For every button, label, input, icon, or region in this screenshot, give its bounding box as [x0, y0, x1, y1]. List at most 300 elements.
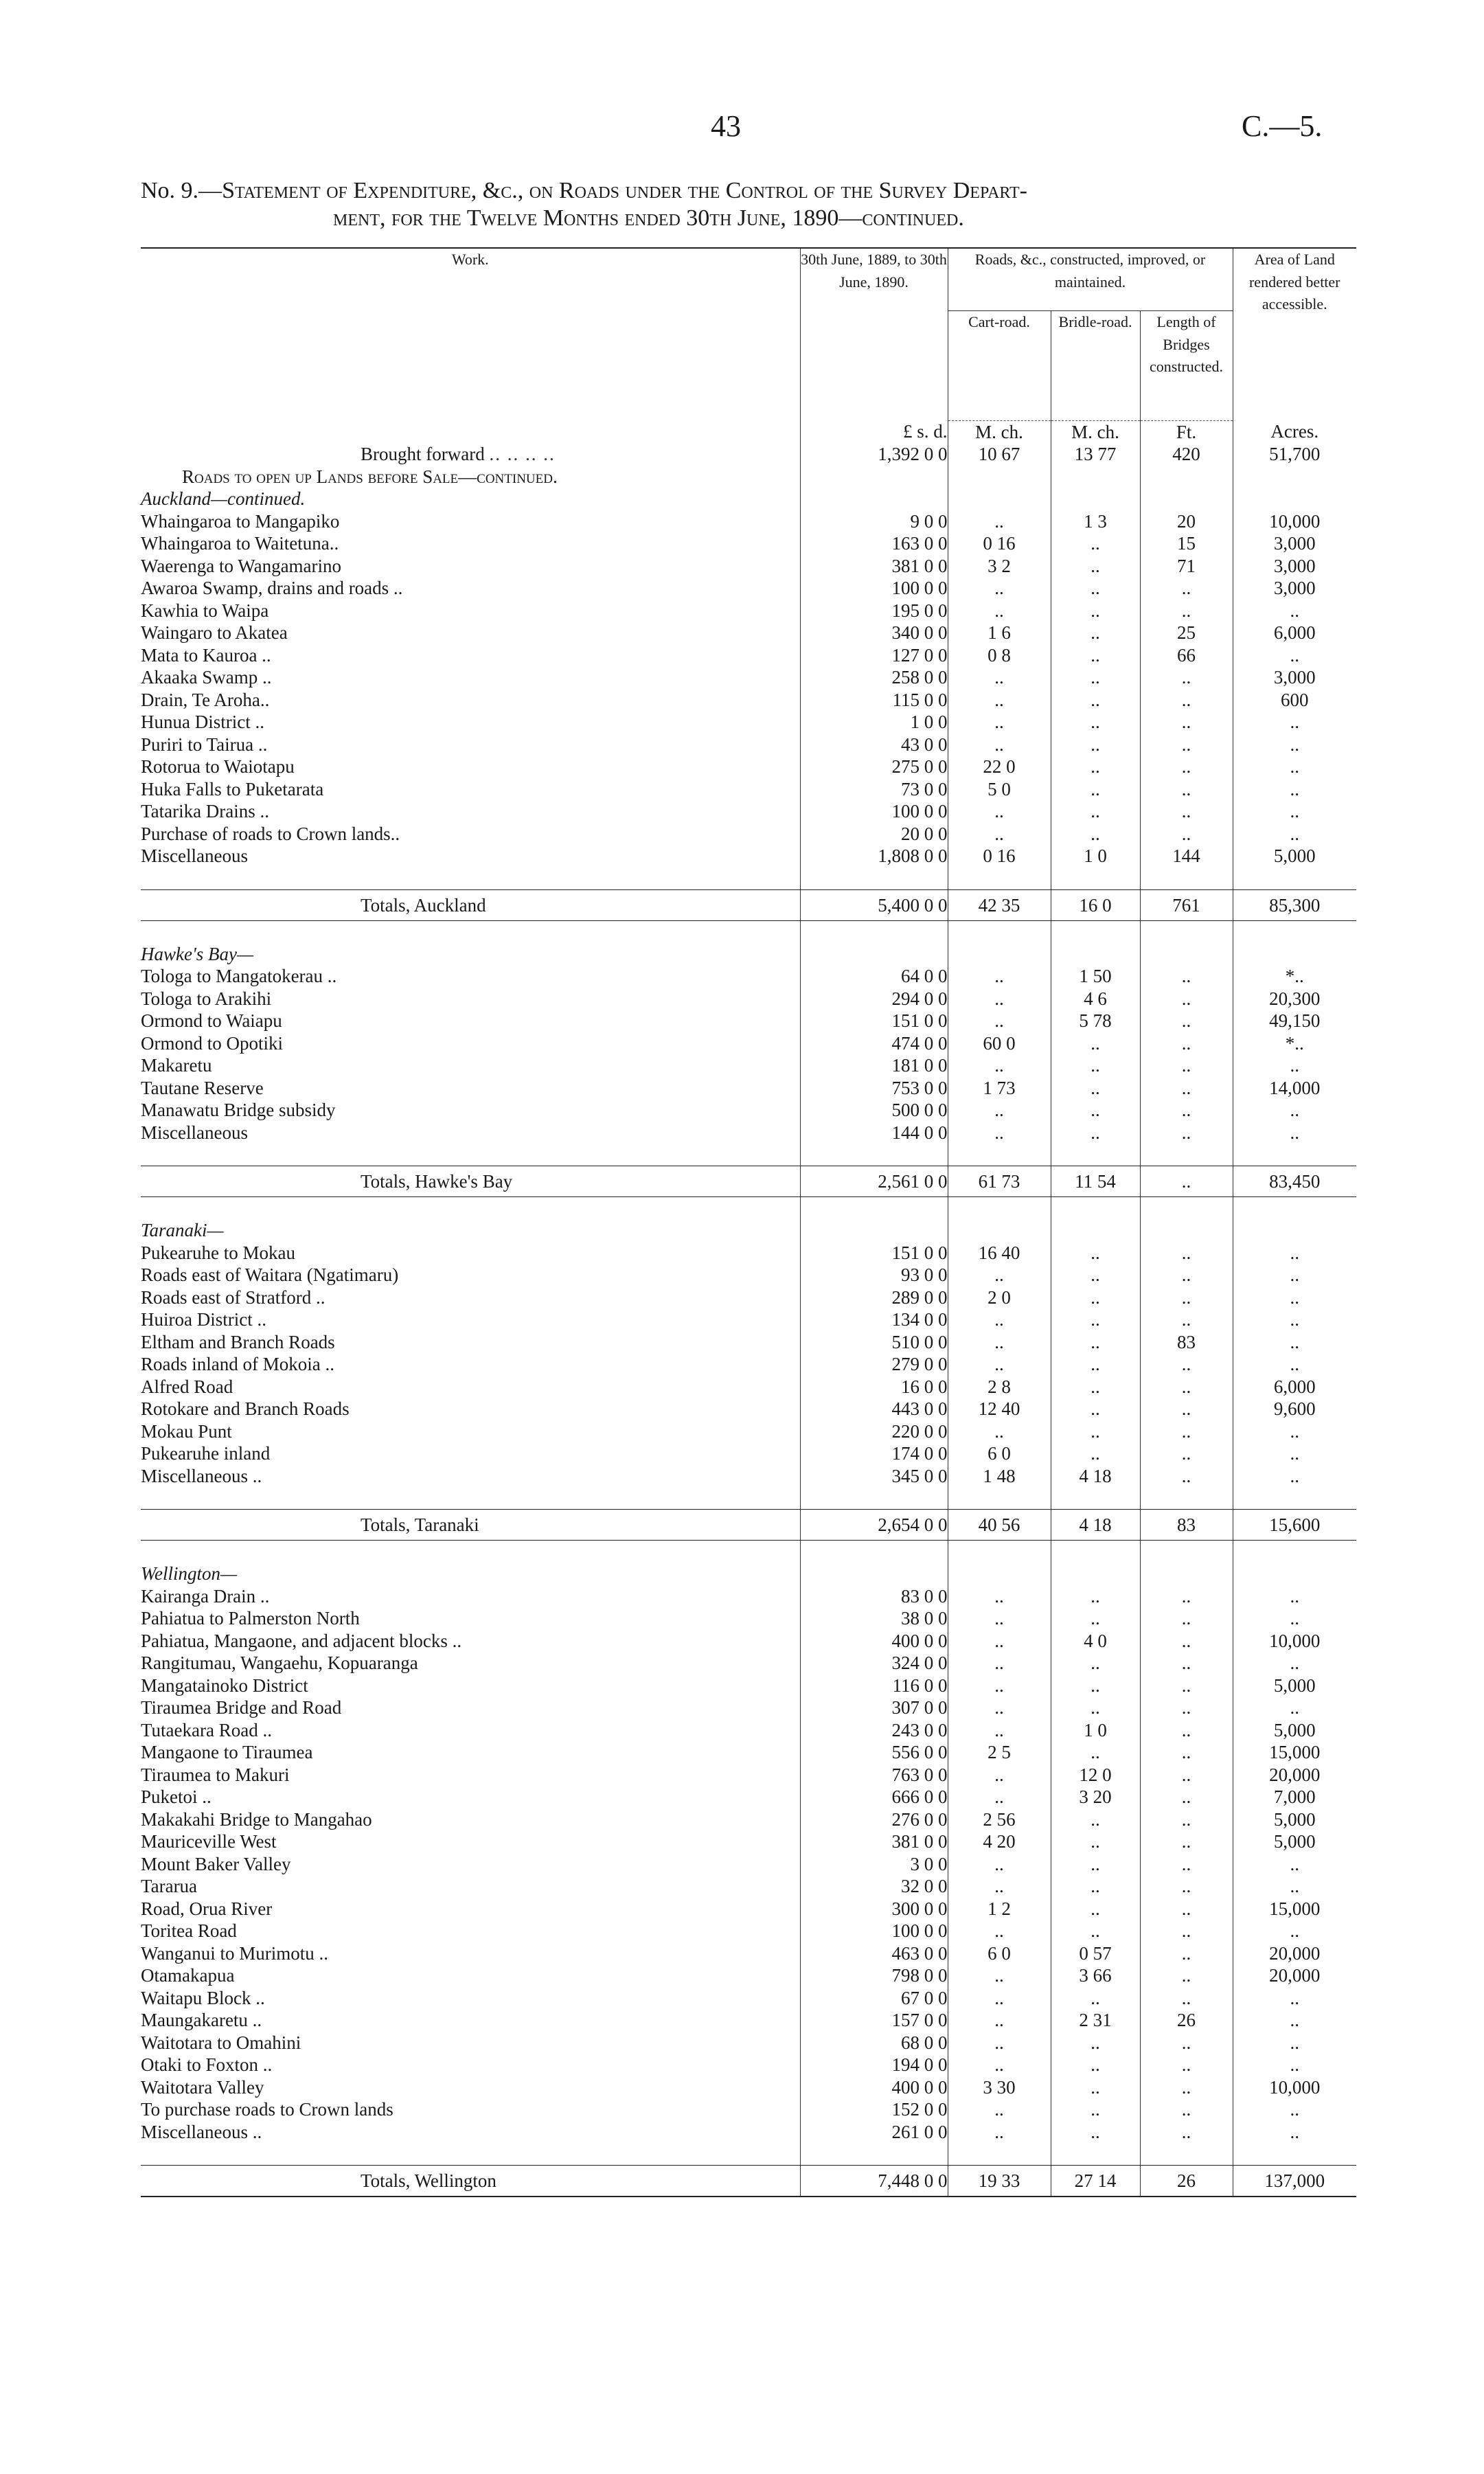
row-work: Ormond to Waiapu	[141, 1010, 282, 1031]
total-cart-road: 61 73	[948, 1166, 1051, 1197]
row-bridle-road: ..	[1051, 1920, 1140, 1942]
row-bridge-length: ..	[1140, 1652, 1233, 1675]
row-bridle-road: ..	[1051, 1286, 1140, 1309]
row-area: ..	[1233, 1122, 1356, 1144]
row-bridge-length: ..	[1140, 823, 1233, 846]
row-expenditure: 64 0 0	[800, 965, 948, 988]
row-cart-road: ..	[948, 1630, 1051, 1653]
row-work: Kairanga Drain ..	[141, 1585, 270, 1607]
row-area: ..	[1233, 1242, 1356, 1264]
row-bridge-length: ..	[1140, 1442, 1233, 1465]
row-expenditure: 294 0 0	[800, 988, 948, 1010]
row-work: Miscellaneous ..	[141, 1465, 262, 1486]
table-row	[141, 1808, 1356, 1831]
document-code: C.—5.	[1242, 109, 1323, 143]
spacer	[1140, 1541, 1233, 1563]
row-cart-road: ..	[948, 666, 1051, 689]
row-expenditure: 381 0 0	[800, 1830, 948, 1853]
row-area: ..	[1233, 778, 1356, 801]
row-area: ..	[1233, 1853, 1356, 1876]
row-work: Miscellaneous ..	[141, 2121, 262, 2142]
total-expenditure: 7,448 0 0	[800, 2166, 948, 2197]
spacer	[948, 488, 1051, 510]
row-work: Maungakaretu ..	[141, 2010, 262, 2030]
row-cart-road: 1 2	[948, 1898, 1051, 1920]
row-area: 5,000	[1233, 1808, 1356, 1831]
col-header-cart-road: Cart-road.	[948, 311, 1051, 421]
row-bridge-length: 15	[1140, 532, 1233, 555]
region-heading: Taranaki—	[141, 1220, 224, 1240]
spacer	[1051, 920, 1140, 943]
row-area: 20,000	[1233, 1764, 1356, 1786]
row-cart-road: 12 40	[948, 1398, 1051, 1420]
row-area: 3,000	[1233, 666, 1356, 689]
table-row	[141, 1652, 1356, 1675]
row-cart-road: 60 0	[948, 1032, 1051, 1055]
row-bridle-road: 4 0	[1051, 1630, 1140, 1653]
row-cart-road: 22 0	[948, 756, 1051, 778]
row-cart-road: ..	[948, 1264, 1051, 1286]
table-row	[141, 510, 1356, 533]
row-work: Manawatu Bridge subsidy	[141, 1100, 336, 1120]
row-work: Tutaekara Road ..	[141, 1719, 272, 1740]
row-bridge-length: 26	[1140, 2009, 1233, 2032]
table-row	[141, 1607, 1356, 1630]
row-work: Otamakapua	[141, 1965, 235, 1986]
row-expenditure: 279 0 0	[800, 1353, 948, 1376]
row-work: Tologa to Mangatokerau ..	[141, 966, 337, 986]
row-expenditure: 261 0 0	[800, 2121, 948, 2144]
row-work: Makaretu	[141, 1055, 212, 1076]
row-bridle-road: 5 78	[1051, 1010, 1140, 1032]
row-bridge-length: ..	[1140, 1032, 1233, 1055]
table-row	[141, 1853, 1356, 1876]
row-bridge-length: ..	[1140, 666, 1233, 689]
row-area: 9,600	[1233, 1398, 1356, 1420]
row-expenditure: 73 0 0	[800, 778, 948, 801]
row-cart-road: 1 73	[948, 1077, 1051, 1100]
row-bridge-length: ..	[1140, 1964, 1233, 1987]
row-expenditure: 181 0 0	[800, 1054, 948, 1077]
row-expenditure: 276 0 0	[800, 1808, 948, 1831]
spacer	[141, 920, 800, 943]
row-cart-road: 16 40	[948, 1242, 1051, 1264]
col-header-work: Work.	[141, 248, 800, 420]
row-area: 20,000	[1233, 1964, 1356, 1987]
table-row	[141, 1420, 1356, 1443]
row-bridle-road: ..	[1051, 1875, 1140, 1898]
row-expenditure: 93 0 0	[800, 1264, 948, 1286]
row-bridge-length: 144	[1140, 845, 1233, 867]
row-work: Roads inland of Mokoia ..	[141, 1354, 334, 1374]
table-row	[141, 845, 1356, 867]
table-row	[141, 1875, 1356, 1898]
row-work: Akaaka Swamp ..	[141, 667, 272, 688]
row-cart-road: 6 0	[948, 1442, 1051, 1465]
row-work: Waingaro to Akatea	[141, 622, 288, 643]
row-area: ..	[1233, 1442, 1356, 1465]
row-bridle-road: ..	[1051, 1898, 1140, 1920]
table-row	[141, 1987, 1356, 2010]
row-bridle-road: 12 0	[1051, 1764, 1140, 1786]
table-row	[141, 2009, 1356, 2032]
table-row	[141, 1331, 1356, 1354]
row-expenditure: 144 0 0	[800, 1122, 948, 1144]
spacer	[141, 1487, 800, 1510]
row-bridle-road: ..	[1051, 1398, 1140, 1420]
row-area: 5,000	[1233, 1719, 1356, 1742]
row-bridge-length: ..	[1140, 600, 1233, 622]
row-expenditure: 1,808 0 0	[800, 845, 948, 867]
row-work: Roads east of Waitara (Ngatimaru)	[141, 1264, 399, 1285]
row-bridge-length: ..	[1140, 577, 1233, 600]
row-cart-road: 0 16	[948, 532, 1051, 555]
row-work: Tatarika Drains ..	[141, 801, 270, 821]
row-work: Mauriceville West	[141, 1831, 277, 1852]
table-row	[141, 689, 1356, 712]
row-bridle-road: ..	[1051, 1987, 1140, 2010]
spacer	[1140, 2143, 1233, 2166]
spacer	[1140, 1144, 1233, 1166]
table-row	[141, 1741, 1356, 1764]
row-expenditure: 345 0 0	[800, 1465, 948, 1488]
row-expenditure: 556 0 0	[800, 1741, 948, 1764]
row-bridle-road: 0 57	[1051, 1942, 1140, 1965]
row-bridge-length: ..	[1140, 1308, 1233, 1331]
row-bridge-length: ..	[1140, 1465, 1233, 1488]
unit-area: Acres.	[1233, 420, 1356, 443]
spacer	[948, 867, 1051, 890]
row-expenditure: 474 0 0	[800, 1032, 948, 1055]
total-bridle-road: 4 18	[1051, 1510, 1140, 1541]
row-bridge-length: ..	[1140, 1077, 1233, 1100]
title-line-2: ment, for the Twelve Months ended 30th June, 1890—continued.	[333, 205, 964, 231]
row-expenditure: 67 0 0	[800, 1987, 948, 2010]
row-expenditure: 307 0 0	[800, 1696, 948, 1719]
spacer	[948, 943, 1051, 966]
row-bridge-length: ..	[1140, 1830, 1233, 1853]
row-bridge-length: ..	[1140, 1264, 1233, 1286]
row-work: Mangaone to Tiraumea	[141, 1742, 313, 1762]
total-area: 83,450	[1233, 1166, 1356, 1197]
row-bridle-road: ..	[1051, 778, 1140, 801]
total-cart-road: 42 35	[948, 889, 1051, 920]
row-cart-road: ..	[948, 1987, 1051, 2010]
row-expenditure: 151 0 0	[800, 1010, 948, 1032]
row-bridle-road: ..	[1051, 1607, 1140, 1630]
row-area: ..	[1233, 1696, 1356, 1719]
row-work: Mangatainoko District	[141, 1675, 308, 1696]
table-row	[141, 1585, 1356, 1608]
row-area: *..	[1233, 965, 1356, 988]
row-expenditure: 400 0 0	[800, 2076, 948, 2099]
table-row	[141, 644, 1356, 667]
total-row	[141, 2166, 1356, 2197]
row-bridge-length: ..	[1140, 965, 1233, 988]
row-expenditure: 400 0 0	[800, 1630, 948, 1653]
row-bridle-road: ..	[1051, 2098, 1140, 2121]
row-cart-road: ..	[948, 2121, 1051, 2144]
table-row	[141, 600, 1356, 622]
row-cart-road: 3 30	[948, 2076, 1051, 2099]
row-area: ..	[1233, 1264, 1356, 1286]
row-area: 14,000	[1233, 1077, 1356, 1100]
spacer	[948, 1563, 1051, 1585]
row-bridle-road: ..	[1051, 1853, 1140, 1876]
spacer	[948, 1219, 1051, 1242]
row-area: 20,000	[1233, 1942, 1356, 1965]
row-area: 3,000	[1233, 555, 1356, 578]
spacer	[1051, 1487, 1140, 1510]
row-bridle-road: ..	[1051, 1353, 1140, 1376]
spacer	[1233, 1487, 1356, 1510]
row-area: ..	[1233, 2009, 1356, 2032]
row-bridle-road: ..	[1051, 800, 1140, 823]
row-cart-road: 2 8	[948, 1376, 1051, 1398]
table-row	[141, 1398, 1356, 1420]
row-bridge-length: ..	[1140, 689, 1233, 712]
row-bridle-road: ..	[1051, 1741, 1140, 1764]
row-cart-road: 1 6	[948, 622, 1051, 644]
brought-forward-exp: 1,392 0 0	[800, 443, 948, 466]
row-cart-road: ..	[948, 1420, 1051, 1443]
row-area: ..	[1233, 1987, 1356, 2010]
row-expenditure: 340 0 0	[800, 622, 948, 644]
unit-exp: £ s. d.	[800, 420, 948, 443]
total-row	[141, 1166, 1356, 1197]
table-row	[141, 1920, 1356, 1942]
total-area: 137,000	[1233, 2166, 1356, 2197]
row-bridge-length: ..	[1140, 1398, 1233, 1420]
row-bridge-length: ..	[1140, 1942, 1233, 1965]
row-work: Drain, Te Aroha..	[141, 689, 270, 710]
row-expenditure: 16 0 0	[800, 1376, 948, 1398]
row-work: Waitotara Valley	[141, 2076, 264, 2098]
row-expenditure: 763 0 0	[800, 1764, 948, 1786]
row-expenditure: 100 0 0	[800, 577, 948, 600]
row-area: ..	[1233, 2098, 1356, 2121]
row-work: Huiroa District ..	[141, 1309, 266, 1330]
row-area: 10,000	[1233, 510, 1356, 533]
row-work: Makakahi Bridge to Mangahao	[141, 1808, 372, 1830]
row-cart-road: 3 2	[948, 555, 1051, 578]
table-row	[141, 756, 1356, 778]
page-title	[141, 177, 1356, 232]
spacer	[800, 1563, 948, 1585]
table-row	[141, 1054, 1356, 1077]
spacer	[1140, 867, 1233, 890]
total-bridge-length: ..	[1140, 1166, 1233, 1197]
row-work: Toritea Road	[141, 1920, 237, 1941]
row-area: 20,300	[1233, 988, 1356, 1010]
spacer	[1140, 920, 1233, 943]
spacer	[1140, 1563, 1233, 1585]
row-expenditure: 666 0 0	[800, 1786, 948, 1808]
row-expenditure: 134 0 0	[800, 1308, 948, 1331]
table-row	[141, 577, 1356, 600]
row-bridle-road: ..	[1051, 823, 1140, 846]
row-cart-road: ..	[948, 1652, 1051, 1675]
spacer	[948, 920, 1051, 943]
col-header-expenditure: 30th June, 1889, to 30th June, 1890.	[800, 248, 948, 420]
row-area: ..	[1233, 1920, 1356, 1942]
row-work: Road, Orua River	[141, 1898, 273, 1919]
spacer	[800, 1219, 948, 1242]
row-expenditure: 220 0 0	[800, 1420, 948, 1443]
spacer	[1233, 1541, 1356, 1563]
row-bridge-length: ..	[1140, 1353, 1233, 1376]
row-bridge-length: ..	[1140, 1054, 1233, 1077]
total-bridge-length: 761	[1140, 889, 1233, 920]
spacer	[1140, 943, 1233, 966]
row-bridle-road: ..	[1051, 1376, 1140, 1398]
col-header-bridle-road: Bridle-road.	[1051, 311, 1140, 421]
table-row	[141, 2121, 1356, 2144]
table-row	[141, 988, 1356, 1010]
row-expenditure: 324 0 0	[800, 1652, 948, 1675]
total-bridle-road: 16 0	[1051, 889, 1140, 920]
total-label: Totals, Wellington	[141, 2166, 800, 2197]
spacer	[1051, 943, 1140, 966]
spacer	[1233, 1144, 1356, 1166]
row-expenditure: 174 0 0	[800, 1442, 948, 1465]
row-work: Miscellaneous	[141, 846, 248, 866]
spacer	[1051, 1541, 1140, 1563]
row-bridge-length: ..	[1140, 1585, 1233, 1608]
row-expenditure: 83 0 0	[800, 1585, 948, 1608]
row-area: 15,000	[1233, 1741, 1356, 1764]
row-area: ..	[1233, 823, 1356, 846]
row-bridle-road: ..	[1051, 2054, 1140, 2076]
total-area: 15,600	[1233, 1510, 1356, 1541]
table-row	[141, 1353, 1356, 1376]
row-bridge-length: ..	[1140, 778, 1233, 801]
row-area: ..	[1233, 1607, 1356, 1630]
table-row	[141, 1830, 1356, 1853]
spacer	[800, 1144, 948, 1166]
table-row	[141, 1465, 1356, 1488]
row-cart-road: 4 20	[948, 1830, 1051, 1853]
row-cart-road: ..	[948, 1099, 1051, 1122]
region-heading: Hawke's Bay—	[141, 943, 253, 964]
table-row	[141, 1032, 1356, 1055]
row-work: Whaingaroa to Mangapiko	[141, 510, 340, 532]
row-cart-road: ..	[948, 600, 1051, 622]
row-bridge-length: ..	[1140, 1853, 1233, 1876]
col-header-area: Area of Land rendered better accessible.	[1233, 248, 1356, 420]
row-work: Roads east of Stratford ..	[141, 1286, 326, 1308]
row-cart-road: ..	[948, 1353, 1051, 1376]
row-bridge-length: ..	[1140, 756, 1233, 778]
row-work: Purchase of roads to Crown lands..	[141, 823, 400, 844]
spacer	[1051, 2143, 1140, 2166]
row-cart-road: ..	[948, 510, 1051, 533]
total-expenditure: 2,561 0 0	[800, 1166, 948, 1197]
spacer	[1233, 2143, 1356, 2166]
col-header-bridge-length: Length of Bridges constructed.	[1140, 311, 1233, 421]
row-expenditure: 443 0 0	[800, 1398, 948, 1420]
row-cart-road: ..	[948, 1675, 1051, 1697]
row-expenditure: 38 0 0	[800, 1607, 948, 1630]
row-bridge-length: ..	[1140, 2054, 1233, 2076]
table-row	[141, 800, 1356, 823]
spacer	[800, 867, 948, 890]
spacer	[1233, 1563, 1356, 1585]
row-expenditure: 100 0 0	[800, 800, 948, 823]
table-row	[141, 622, 1356, 644]
row-bridge-length: ..	[1140, 1242, 1233, 1264]
row-bridge-length: 71	[1140, 555, 1233, 578]
row-bridle-road: 4 18	[1051, 1465, 1140, 1488]
table-row	[141, 1675, 1356, 1697]
spacer	[1051, 1563, 1140, 1585]
row-bridle-road: 3 66	[1051, 1964, 1140, 1987]
row-area: ..	[1233, 800, 1356, 823]
table-row	[141, 1010, 1356, 1032]
row-expenditure: 275 0 0	[800, 756, 948, 778]
row-bridge-length: ..	[1140, 1376, 1233, 1398]
table-row	[141, 1942, 1356, 1965]
spacer	[1140, 488, 1233, 510]
row-area: ..	[1233, 756, 1356, 778]
brought-forward-bridle: 13 77	[1051, 443, 1140, 466]
row-bridle-road: ..	[1051, 1242, 1140, 1264]
row-work: Eltham and Branch Roads	[141, 1331, 335, 1352]
spacer	[800, 1487, 948, 1510]
row-expenditure: 243 0 0	[800, 1719, 948, 1742]
row-work: Alfred Road	[141, 1376, 233, 1397]
table-row	[141, 1264, 1356, 1286]
title-prefix: No. 9.—	[141, 178, 222, 203]
row-bridle-road: ..	[1051, 1054, 1140, 1077]
row-expenditure: 43 0 0	[800, 734, 948, 756]
row-work: Tiraumea to Makuri	[141, 1764, 290, 1785]
row-area: 5,000	[1233, 1830, 1356, 1853]
row-bridge-length: ..	[1140, 1898, 1233, 1920]
table-row	[141, 1764, 1356, 1786]
row-expenditure: 116 0 0	[800, 1675, 948, 1697]
row-work: Pahiatua to Palmerston North	[141, 1608, 360, 1628]
row-work: Puketoi ..	[141, 1786, 212, 1807]
row-cart-road: ..	[948, 1964, 1051, 1987]
row-bridge-length: ..	[1140, 2098, 1233, 2121]
row-work: Kawhia to Waipa	[141, 600, 269, 621]
row-expenditure: 32 0 0	[800, 1875, 948, 1898]
row-bridle-road: ..	[1051, 1585, 1140, 1608]
row-expenditure: 100 0 0	[800, 1920, 948, 1942]
row-bridge-length: ..	[1140, 2032, 1233, 2054]
row-bridge-length: ..	[1140, 1286, 1233, 1309]
row-expenditure: 157 0 0	[800, 2009, 948, 2032]
page-number: 43	[711, 109, 741, 143]
row-bridge-length: 20	[1140, 510, 1233, 533]
row-cart-road: ..	[948, 1607, 1051, 1630]
spacer	[800, 943, 948, 966]
table-row	[141, 1696, 1356, 1719]
row-bridge-length: ..	[1140, 1630, 1233, 1653]
spacer	[948, 2143, 1051, 2166]
spacer	[1051, 867, 1140, 890]
row-bridge-length: ..	[1140, 1875, 1233, 1898]
row-bridge-length: ..	[1140, 1099, 1233, 1122]
row-bridle-road: ..	[1051, 2121, 1140, 2144]
row-bridle-road: ..	[1051, 711, 1140, 734]
row-expenditure: 381 0 0	[800, 555, 948, 578]
row-work: Pahiatua, Mangaone, and adjacent blocks ..	[141, 1630, 462, 1651]
row-expenditure: 463 0 0	[800, 1942, 948, 1965]
row-area: ..	[1233, 1652, 1356, 1675]
row-bridle-road: ..	[1051, 1696, 1140, 1719]
